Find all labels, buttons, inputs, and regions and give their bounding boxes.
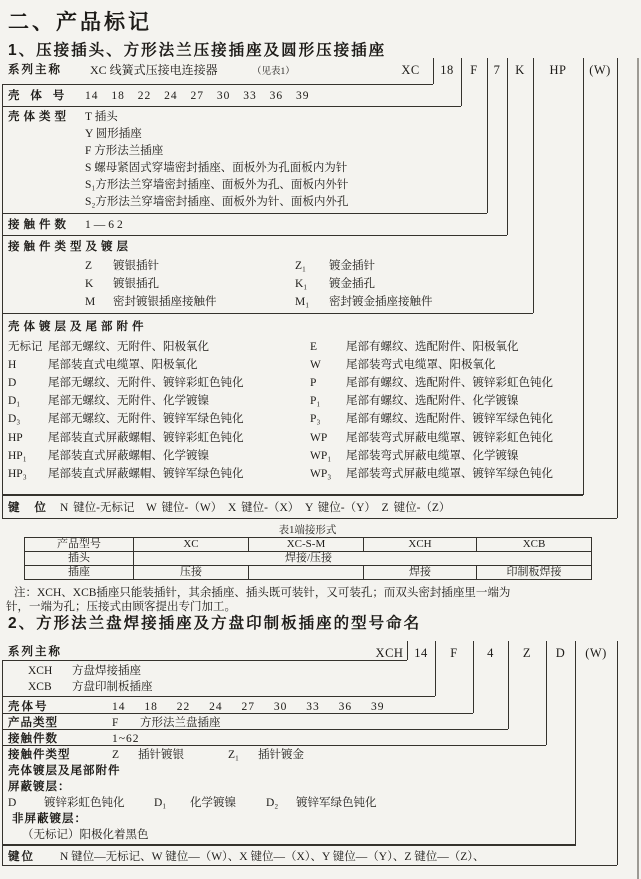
producttype-label: 产品类型 (8, 717, 58, 729)
table1-header-cell: XC (134, 538, 249, 552)
shellplating-row (8, 431, 553, 446)
desc-cell: 密封镀银插座接触件 (113, 296, 217, 308)
desc-cell: 尾部装弯式屏蔽电缆罩、镀锌军绿色钝化 (346, 468, 553, 480)
diagram2-drop-line (407, 641, 408, 660)
diagram1-drop-line (461, 58, 462, 106)
code-cell: HP₃ (8, 468, 27, 480)
diagram2-drop-line (546, 641, 547, 745)
shellplating-row (8, 467, 553, 482)
shellno-label: 壳 体 号 (8, 90, 69, 102)
table1-note-line1: 注：XCH、XCB插座只能装插针，其余插座、插头既可装针，又可装孔；而双头密封插座里一端为 (14, 587, 511, 599)
desc-cell: 方盘印制板插座 (72, 681, 153, 693)
desc-cell: 密封镀金插座接触件 (329, 296, 433, 308)
code-cell: HP (8, 432, 23, 444)
diagram2-line (2, 745, 546, 746)
desc-cell: 镀锌军绿色钝化 (296, 797, 377, 809)
table1-merged-cell: 焊接/压接 (134, 552, 592, 566)
diagram1-line (2, 84, 433, 85)
table1-caption: 表1端接形式 (278, 525, 337, 536)
diagram1-drop-line (507, 58, 508, 235)
code-cell: P₁ (310, 395, 321, 407)
series2-item (28, 664, 141, 679)
table1-header-cell: 产品型号 (25, 538, 134, 552)
table1-header-cell: XC-S-M (249, 538, 364, 552)
diagram2-drop-line (617, 641, 618, 865)
table1-header-row (25, 538, 592, 552)
code2-seg-producttype: F (450, 646, 458, 660)
series2-label: 系列主称 (8, 646, 62, 658)
shelltype-item: F 方形法兰插座 (85, 145, 164, 157)
table1-note-line2: 针，一端为孔；压接式由顾客提出专门加工。 (6, 601, 236, 613)
desc-cell: 方盘焊接插座 (72, 665, 141, 677)
code1-seg-plating: HP (549, 63, 567, 77)
desc-cell: 尾部有螺纹、选配附件、镀锌军绿色钝化 (346, 413, 553, 425)
contacttype2-items (112, 748, 304, 763)
desc-cell: 尾部有螺纹、选配附件、化学镀镍 (346, 395, 519, 407)
diagram2-line (2, 696, 435, 697)
diagram2-line (2, 844, 575, 846)
diagram1-drop-line (433, 58, 434, 84)
code2-seg-series: XCH (375, 646, 404, 660)
code1-seg-shellno: 18 (440, 63, 454, 77)
table1-row-label: 插座 (25, 566, 134, 580)
shelltype-label: 壳体类型 (8, 111, 70, 123)
desc-cell: 尾部装直式电缆罩、阳极氧化 (48, 359, 198, 371)
code-cell: W (310, 359, 321, 371)
code-cell: E (310, 341, 318, 353)
desc-cell: 尾部有螺纹、选配附件、镀锌彩虹色钝化 (346, 377, 553, 389)
code-cell: H (8, 359, 17, 371)
diagram1-line (2, 518, 617, 519)
table1-cell (249, 566, 364, 580)
producttype-code: F (112, 717, 119, 729)
code-cell: Z₁ (295, 260, 307, 272)
shelltype-item: S₂方形法兰穿墙密封插座、面板外为针、面板内外孔 (85, 196, 349, 208)
desc-cell: 尾部无螺纹、无附件、化学镀镍 (48, 395, 209, 407)
diagram1-line (2, 313, 533, 314)
desc-cell: 化学镀镍 (190, 797, 236, 809)
code-cell: M₁ (295, 296, 310, 308)
table1-plug-row (25, 552, 592, 566)
desc-cell: 尾部装弯式电缆罩、阳极氧化 (346, 359, 496, 371)
series-label: 系列主称 (8, 64, 62, 76)
code2-seg-contact: Z (522, 646, 532, 660)
diagram2-left-edge (2, 660, 3, 866)
shellplating-label: 壳体镀层及尾部附件 (8, 321, 148, 333)
code2-seg-count: 4 (487, 646, 494, 660)
contactplating-row (85, 295, 433, 310)
desc-cell: 尾部装弯式屏蔽电缆罩、化学镀镍 (346, 450, 519, 462)
desc-cell: 尾部有螺纹、选配附件、阳极氧化 (346, 341, 519, 353)
table1-cell: 焊接 (364, 566, 477, 580)
diagram1-drop-line (583, 58, 584, 495)
contactcount-value: 1—62 (85, 219, 126, 231)
code-cell: HP₁ (8, 450, 27, 462)
code-cell: Z (112, 749, 120, 761)
page-title: 二、产品标记 (8, 11, 152, 34)
code1-seg-contact: K (515, 63, 525, 77)
diagram1-drop-line (487, 58, 488, 213)
desc-cell: 镀金插针 (329, 260, 375, 272)
desc-cell: 插针镀金 (258, 749, 304, 761)
contactcount2-value: 1~62 (112, 733, 140, 745)
contactcount-label: 接触件数 (8, 219, 70, 231)
table1-header-cell: XCH (364, 538, 477, 552)
desc-cell: 尾部无螺纹、无附件、镀锌彩虹色钝化 (48, 377, 244, 389)
shelltype-item: S 螺母紧固式穿墙密封插座、面板外为孔面板内为针 (85, 162, 348, 174)
shellplating-row (8, 394, 519, 409)
code-cell: K (85, 278, 94, 290)
desc-cell: 插针镀银 (138, 749, 184, 761)
code-cell: WP₃ (310, 468, 332, 480)
shellplating-row (8, 412, 553, 427)
code-cell: XCH (28, 665, 53, 677)
desc-cell: 镀银插孔 (113, 278, 159, 290)
desc-cell: 镀锌彩虹色钝化 (44, 797, 125, 809)
code-cell: P₃ (310, 413, 321, 425)
keypos2-value: N 键位—无标记、W 键位—（W）、X 键位—（X）、Y 键位—（Y）、Z 键位—（Z）、 (60, 851, 485, 863)
shellno-value: 14 18 22 24 27 30 33 36 39 (85, 90, 310, 102)
series2-item (28, 680, 153, 695)
diagram2-drop-line (575, 641, 576, 846)
desc-cell: 镀金插孔 (329, 278, 375, 290)
diagram1-drop-line (617, 58, 618, 518)
contactplating-row (85, 277, 375, 292)
diagram2-line (2, 729, 508, 730)
shellno2-label: 壳体号 (8, 701, 49, 713)
code1-seg-key: (W) (589, 63, 611, 77)
keypos2-label: 键位 (8, 851, 35, 863)
code-cell: P (310, 377, 317, 389)
diagram1-left-edge (2, 84, 3, 518)
code-cell: XCB (28, 681, 52, 693)
code2-seg-shellno: 14 (414, 646, 428, 660)
code-cell: K₁ (295, 278, 308, 290)
code1-seg-shelltype: F (470, 63, 478, 77)
code-cell: WP (310, 432, 328, 444)
shelltype-item: S₁方形法兰穿墙密封插座、面板外为孔、面板内外针 (85, 179, 349, 191)
code-cell: D₁ (8, 395, 21, 407)
diagram2-line (2, 713, 473, 714)
contactplating-label: 接触件类型及镀层 (8, 241, 132, 253)
table1 (24, 537, 592, 580)
desc-cell: 尾部装直式屏蔽螺帽、化学镀镍 (48, 450, 209, 462)
shelltype-item: Y 圆形插座 (85, 128, 142, 140)
diagram2-drop-line (508, 641, 509, 729)
table1-header-cell: XCB (477, 538, 592, 552)
contacttype2-label: 接触件类型 (8, 749, 71, 761)
code-cell: WP₁ (310, 450, 332, 462)
desc-cell: 尾部无螺纹、无附件、阳极氧化 (48, 341, 209, 353)
code-cell: Z₁ (228, 749, 240, 761)
desc-cell: 尾部装直式屏蔽螺帽、镀锌彩虹色钝化 (48, 432, 244, 444)
producttype-desc: 方形法兰盘插座 (140, 717, 221, 729)
contactcount2-label: 接触件数 (8, 733, 58, 745)
shield-label: 屏蔽镀层： (8, 781, 71, 793)
code1-seg-series: XC (401, 63, 420, 77)
code-cell: D (8, 377, 17, 389)
shellplating-row (8, 340, 519, 355)
shellplating-row (8, 376, 553, 391)
section2-heading: 2、方形法兰盘焊接插座及方盘印制板插座的型号命名 (8, 615, 422, 632)
diagram2-drop-line (473, 641, 474, 713)
diagram2-line (2, 865, 617, 866)
code-cell: M (85, 296, 96, 308)
shelltype-item: T 插头 (85, 111, 118, 123)
diagram1-line (2, 213, 487, 214)
code-cell: 无标记 (8, 341, 43, 353)
shellplating2-label: 壳体镀层及尾部附件 (8, 765, 121, 777)
code-cell: D₃ (8, 413, 21, 425)
code-cell: D (8, 797, 17, 809)
contactplating-row (85, 259, 375, 274)
diagram2-line (2, 660, 407, 661)
keypos-value: N 键位-无标记 W 键位-（W） X 键位-（X） Y 键位-（Y） Z 键位-（Z） (60, 502, 451, 514)
desc-cell: 尾部无螺纹、无附件、镀锌军绿色钝化 (48, 413, 244, 425)
series-value: XC 线簧式压接电连接器 (90, 63, 218, 77)
desc-cell: 尾部装直式屏蔽螺帽、镀锌军绿色钝化 (48, 468, 244, 480)
code-cell: D₂ (266, 797, 279, 809)
table1-cell: 印制板焊接 (477, 566, 592, 580)
section1-heading: 1、压接插头、方形法兰压接插座及圆形压接插座 (8, 42, 387, 59)
series-note: （见表1） (252, 67, 295, 77)
code1-seg-count: 7 (493, 63, 501, 77)
diagram1-line (2, 494, 583, 496)
nonshield-value: （无标记）阳极化着黑色 (22, 829, 149, 841)
table1-row-label: 插头 (25, 552, 134, 566)
table1-socket-row (25, 566, 592, 580)
code2-seg-plating: D (555, 646, 566, 660)
code-cell: Z (85, 260, 93, 272)
diagram2-drop-line (435, 641, 436, 696)
shield-items (8, 796, 377, 811)
diagram1-line (2, 235, 507, 236)
shellplating-row (8, 449, 519, 464)
code2-seg-key: (W) (585, 646, 607, 660)
shellplating-row (8, 358, 496, 373)
scan-edge-line (637, 58, 639, 879)
keypos-label: 键 位 (8, 502, 52, 514)
desc-cell: 尾部装弯式屏蔽电缆罩、镀锌彩虹色钝化 (346, 432, 553, 444)
table1-cell: 压接 (134, 566, 249, 580)
shellno2-value: 14 18 22 24 27 30 33 36 39 (112, 701, 385, 713)
diagram1-line (2, 106, 461, 107)
desc-cell: 镀银插针 (113, 260, 159, 272)
diagram1-drop-line (533, 58, 534, 313)
nonshield-label: 非屏蔽镀层： (12, 813, 87, 825)
code-cell: D₁ (154, 797, 167, 809)
